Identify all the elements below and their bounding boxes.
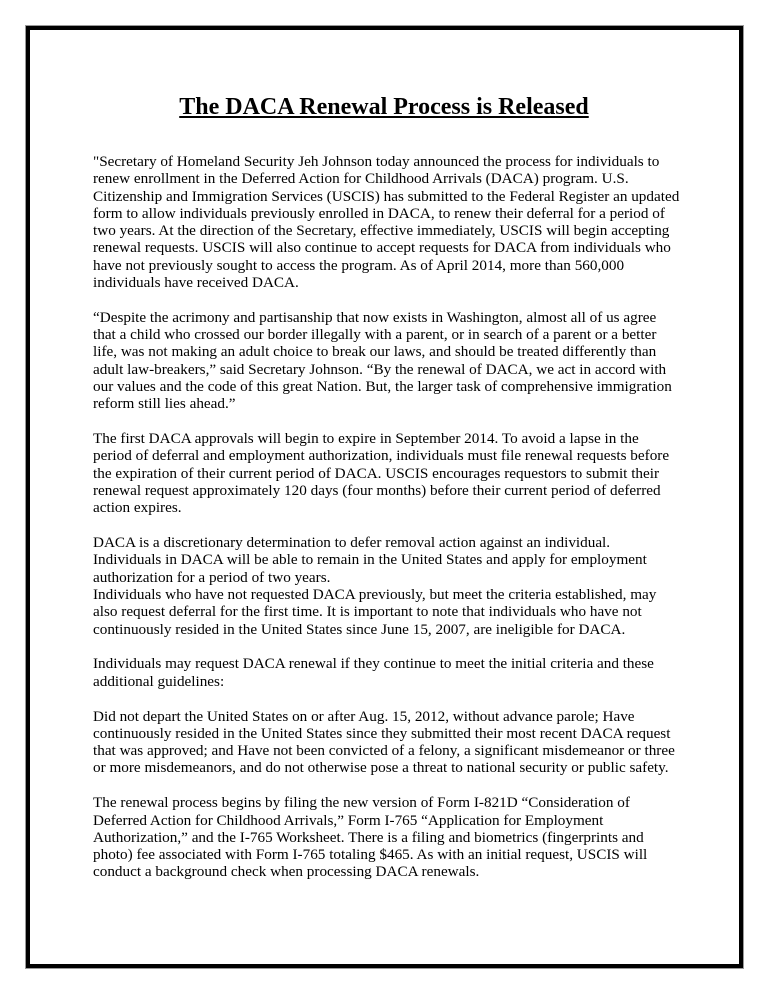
- text-line: adult law-breakers,” said Secretary Johnson. “By the renewal of DACA, we act in accord with: [93, 360, 667, 378]
- text-line: continuously resided in the United States since they submitted their most recent DACA request: [93, 724, 671, 742]
- text-line: The first DACA approvals will begin to expire in September 2014. To avoid a lapse in the: [93, 430, 639, 448]
- text-line: that was approved; and Have not been convicted of a felony, a significant misdemeanor or three: [93, 742, 675, 760]
- text-line: action expires.: [93, 499, 182, 517]
- paragraph: [93, 708, 713, 777]
- text-line: renewal request approximately 120 days (four months) before their current period of deferred: [93, 482, 661, 500]
- document-title: The DACA Renewal Process is Released: [179, 94, 589, 120]
- text-line: that a child who crossed our border illegally with a parent, or in search of a parent or a better: [93, 326, 657, 344]
- text-line: life, was not making an adult choice to break our laws, and should be treated differently than: [93, 343, 657, 361]
- text-line: “Despite the acrimony and partisanship that now exists in Washington, almost all of us agree: [93, 308, 657, 326]
- text-line: reform still lies ahead.”: [93, 395, 236, 413]
- text-line: the expiration of their current period of DACA. USCIS encourages requestors to submit their: [93, 464, 660, 482]
- text-line: also request deferral for the first time. It is important to note that individuals who have not: [93, 603, 642, 621]
- text-line: "Secretary of Homeland Security Jeh Johnson today announced the process for individuals to: [93, 153, 660, 170]
- document-body: [93, 153, 713, 898]
- text-line: two years. At the direction of the Secretary, effective immediately, USCIS will begin accepting: [93, 222, 670, 240]
- text-line: The renewal process begins by filing the new version of Form I-821D “Consideration of: [93, 794, 630, 812]
- paragraph: [93, 655, 713, 690]
- text-line: Individuals may request DACA renewal if they continue to meet the initial criteria and these: [93, 655, 654, 673]
- text-line: our values and the code of this great Nation. But, the larger task of comprehensive immigration: [93, 378, 672, 396]
- text-line: photo) fee associated with Form I-765 totaling $465. As with an initial request, USCIS will: [93, 846, 648, 864]
- text-line: Individuals who have not requested DACA previously, but meet the criteria established, may: [93, 586, 657, 604]
- paragraph: [93, 153, 713, 291]
- text-line: period of deferral and employment authorization, individuals must file renewal requests before: [93, 447, 670, 465]
- text-line: Individuals in DACA will be able to remain in the United States and apply for employment: [93, 551, 647, 569]
- text-line: DACA is a discretionary determination to defer removal action against an individual.: [93, 534, 611, 552]
- text-line: conduct a background check when processing DACA renewals.: [93, 863, 480, 881]
- paragraph: [93, 586, 713, 638]
- text-line: authorization for a period of two years.: [93, 568, 331, 586]
- paragraph: [93, 534, 713, 586]
- paragraph: [93, 309, 713, 413]
- text-line: individuals have received DACA.: [93, 274, 299, 292]
- text-line: have not previously sought to access the program. As of April 2014, more than 560,000: [93, 256, 625, 274]
- text-line: Citizenship and Immigration Services (USCIS) has submitted to the Federal Register an updated: [93, 187, 680, 205]
- text-line: continuously resided in the United States since June 15, 2007, are ineligible for DACA.: [93, 620, 626, 638]
- text-line: renewal requests. USCIS will also continue to accept requests for DACA from individuals who: [93, 239, 671, 257]
- text-line: or more misdemeanors, and do not otherwise pose a threat to national security or public safety.: [93, 759, 669, 777]
- paragraph: [93, 430, 713, 516]
- text-line: renew enrollment in the Deferred Action for Childhood Arrivals (DACA) program. U.S.: [93, 170, 629, 188]
- text-line: form to allow individuals previously enrolled in DACA, to renew their deferral for a period of: [93, 204, 665, 222]
- text-line: Deferred Action for Childhood Arrivals,” Form I-765 “Application for Employment: [93, 811, 604, 829]
- text-line: Did not depart the United States on or after Aug. 15, 2012, without advance parole; Have: [93, 707, 635, 725]
- paragraph: [93, 794, 713, 880]
- text-line: additional guidelines:: [93, 672, 225, 690]
- text-line: Authorization,” and the I-765 Worksheet. There is a filing and biometrics (fingerprints and: [93, 828, 644, 846]
